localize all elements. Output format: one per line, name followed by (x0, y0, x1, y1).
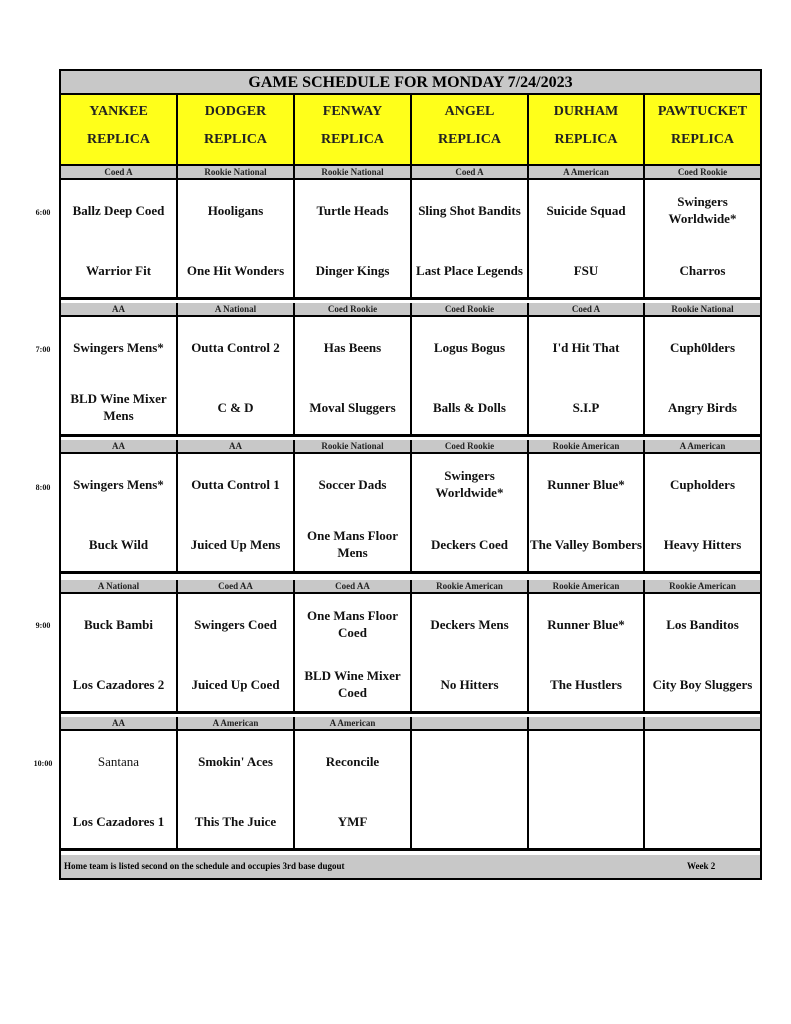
field-header-dodger (178, 95, 295, 166)
away-team: Turtle Heads (316, 202, 389, 218)
division-label: Coed A (61, 166, 178, 180)
division-label: Coed Rookie (412, 303, 529, 317)
away-team: Cuph0lders (669, 339, 736, 355)
home-team: YMF (337, 813, 368, 829)
field-name: PAWTUCKET (657, 104, 748, 119)
home-team: Moval Sluggers (309, 399, 396, 415)
away-team: Santana (97, 753, 140, 769)
game-cell (61, 317, 178, 437)
away-team: Reconcile (325, 753, 380, 769)
field-header-durham (529, 95, 645, 166)
home-team: Buck Wild (88, 536, 149, 552)
division-label: Coed AA (295, 580, 412, 594)
field-sub: REPLICA (86, 132, 150, 147)
division-label: AA (61, 440, 178, 454)
home-team: Charros (679, 262, 726, 278)
division-label: Rookie National (295, 166, 412, 180)
game-cell (178, 454, 295, 574)
game-cell (295, 594, 412, 714)
away-team: Outta Control 1 (191, 476, 280, 492)
home-team: S.I.P (572, 399, 600, 415)
away-team: Hooligans (207, 202, 264, 218)
division-label: AA (61, 717, 178, 731)
game-cell (412, 180, 529, 300)
division-label: AA (178, 440, 295, 454)
game-cell (412, 454, 529, 574)
division-label: A American (295, 717, 412, 731)
game-cell (295, 454, 412, 574)
game-cell (529, 731, 645, 851)
away-team: I'd Hit That (552, 339, 620, 355)
away-team: Sling Shot Bandits (418, 202, 521, 218)
time-label: 10:00 (33, 759, 53, 768)
division-label: Rookie American (645, 580, 760, 594)
division-label: Rookie American (529, 580, 645, 594)
game-schedule-table (59, 69, 762, 880)
division-label: Coed A (529, 303, 645, 317)
division-label: Rookie National (178, 166, 295, 180)
time-label: 9:00 (35, 621, 51, 630)
away-team: Buck Bambi (84, 616, 153, 632)
home-team: The Hustlers (550, 676, 622, 692)
game-cell (178, 731, 295, 851)
game-cell (645, 454, 760, 574)
division-label: AA (61, 303, 178, 317)
home-team: Los Cazadores 1 (72, 813, 165, 829)
game-cell (295, 317, 412, 437)
schedule-title: GAME SCHEDULE FOR MONDAY 7/24/2023 (61, 71, 760, 95)
division-label: Coed A (412, 166, 529, 180)
away-team: Soccer Dads (318, 476, 387, 492)
away-team: Swingers Mens* (73, 339, 164, 355)
game-cell (295, 180, 412, 300)
game-cell (61, 731, 178, 851)
away-team: Smokin' Aces (198, 753, 273, 769)
home-team: C & D (217, 399, 254, 415)
division-label (412, 717, 529, 731)
home-team (412, 801, 527, 841)
division-label: Rookie National (645, 303, 760, 317)
home-team: BLD Wine Mixer Coed (304, 668, 401, 700)
division-label: A National (61, 580, 178, 594)
division-label: Coed AA (178, 580, 295, 594)
home-team: Angry Birds (668, 399, 737, 415)
home-team: The Valley Bombers (530, 536, 642, 552)
away-team: Logus Bogus (433, 339, 506, 355)
field-sub: REPLICA (203, 132, 267, 147)
division-label: Coed Rookie (295, 303, 412, 317)
game-cell (178, 317, 295, 437)
division-label: Rookie American (529, 440, 645, 454)
away-team: Cupholders (669, 476, 736, 492)
away-team: Swingers Worldwide* (668, 194, 737, 226)
home-team: One Mans Floor Mens (307, 528, 398, 560)
away-team: Outta Control 2 (191, 339, 280, 355)
time-label: 6:00 (35, 208, 51, 217)
game-cell (412, 731, 529, 851)
away-team: Runner Blue* (547, 476, 625, 492)
game-cell (178, 180, 295, 300)
division-label: A American (645, 440, 760, 454)
home-team: FSU (573, 262, 599, 278)
time-label: 8:00 (35, 483, 51, 492)
game-cell (529, 180, 645, 300)
field-name: DURHAM (553, 104, 619, 119)
away-team: Los Banditos (666, 616, 739, 632)
home-team: Deckers Coed (431, 536, 508, 552)
home-team: Juiced Up Mens (190, 536, 281, 552)
away-team: One Mans Floor Coed (307, 608, 398, 640)
game-cell (645, 317, 760, 437)
game-cell (529, 454, 645, 574)
away-team (529, 741, 643, 781)
game-cell (645, 180, 760, 300)
field-name: ANGEL (444, 104, 495, 119)
field-sub: REPLICA (670, 132, 734, 147)
home-team: Last Place Legends (416, 262, 523, 278)
field-name: FENWAY (322, 104, 383, 119)
home-team: Los Cazadores 2 (72, 676, 165, 692)
game-cell (645, 594, 760, 714)
field-sub: REPLICA (437, 132, 501, 147)
field-sub: REPLICA (320, 132, 384, 147)
division-label: A National (178, 303, 295, 317)
home-team: No Hitters (440, 676, 499, 692)
field-name: DODGER (204, 104, 267, 119)
division-label: Rookie National (295, 440, 412, 454)
away-team: Swingers Coed (194, 616, 277, 632)
game-cell (529, 594, 645, 714)
field-header-yankee (61, 95, 178, 166)
division-label: Coed Rookie (412, 440, 529, 454)
home-team: BLD Wine Mixer Mens (70, 391, 167, 423)
home-team: Warrior Fit (85, 262, 152, 278)
game-cell (61, 180, 178, 300)
game-cell (61, 594, 178, 714)
game-cell (645, 731, 760, 851)
division-label: A American (178, 717, 295, 731)
game-cell (529, 317, 645, 437)
home-team: One Hit Wonders (186, 262, 285, 278)
away-team (645, 741, 760, 781)
division-label: Rookie American (412, 580, 529, 594)
away-team: Ballz Deep Coed (72, 202, 165, 218)
field-header-pawtucket (645, 95, 760, 166)
field-name: YANKEE (89, 104, 148, 119)
game-cell (178, 594, 295, 714)
game-cell (295, 731, 412, 851)
week-label: Week 2 (687, 861, 716, 871)
home-team: Heavy Hitters (663, 536, 742, 552)
home-team-note: Home team is listed second on the schedule and occupies 3rd base dugout (64, 861, 345, 871)
division-label: A American (529, 166, 645, 180)
field-sub: REPLICA (554, 132, 618, 147)
division-label (529, 717, 645, 731)
game-cell (412, 317, 529, 437)
home-team: Juiced Up Coed (191, 676, 280, 692)
field-header-angel (412, 95, 529, 166)
time-label: 7:00 (35, 345, 51, 354)
home-team: This The Juice (194, 813, 277, 829)
away-team: Swingers Worldwide* (435, 468, 504, 500)
home-team: Dinger Kings (315, 262, 390, 278)
home-team (529, 801, 643, 841)
field-header-fenway (295, 95, 412, 166)
home-team (645, 801, 760, 841)
game-cell (412, 594, 529, 714)
home-team: Balls & Dolls (433, 399, 506, 415)
away-team: Swingers Mens* (73, 476, 164, 492)
away-team (412, 741, 527, 781)
division-label (645, 717, 760, 731)
away-team: Suicide Squad (546, 202, 626, 218)
home-team: City Boy Sluggers (652, 676, 753, 692)
away-team: Runner Blue* (547, 616, 625, 632)
game-cell (61, 454, 178, 574)
schedule-footer (61, 855, 760, 878)
division-label: Coed Rookie (645, 166, 760, 180)
away-team: Deckers Mens (430, 616, 509, 632)
away-team: Has Beens (323, 339, 382, 355)
